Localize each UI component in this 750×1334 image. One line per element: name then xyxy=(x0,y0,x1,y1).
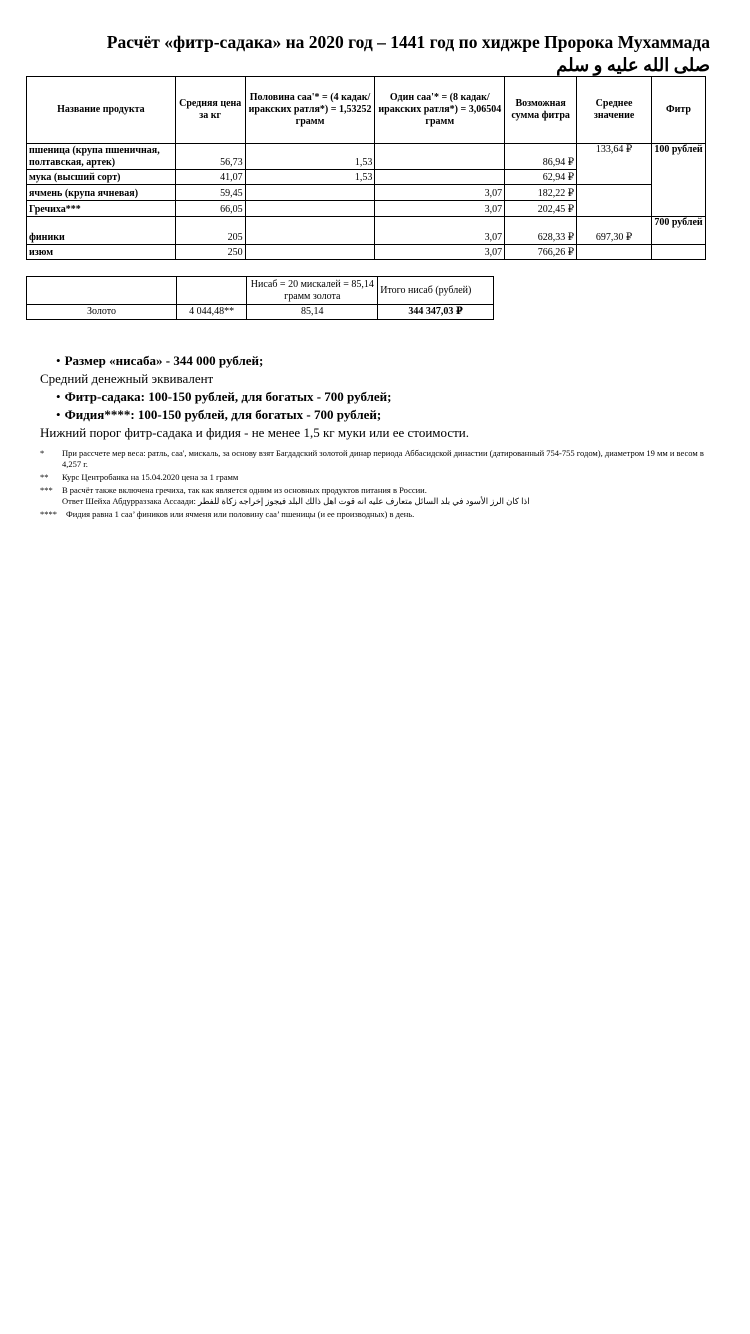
fitr-amount: Фитр-садака: 100-150 рублей, для богатых - 700 рублей; xyxy=(64,389,392,404)
page-title: Расчёт «фитр-садака» на 2020 год – 1441 год по хиджре Пророка Мухаммада xyxy=(106,32,710,52)
cell-price: 41,07 xyxy=(175,170,245,185)
footnote-arabic-text: اذا كان الرز الأسود في بلد السائل متعارف عليه انه قوت اهل ذالك البلد فيجوز إخراجه زكاة للفطر xyxy=(198,496,530,506)
footnote-text: При рассчете мер веса: ратль, саа', мискаль, за основу взят Багдадский золотой динар периода Аббасидской династии (датированный 754-755 годом), диаметром 19 мм и весом в 4,257 г. xyxy=(62,448,704,469)
table-row xyxy=(27,144,706,170)
list-item xyxy=(40,352,469,370)
cell-sum: 62,94 ₽ xyxy=(505,170,577,185)
fidia-amount: Фидия****: 100-150 рублей, для богатых - 700 рублей; xyxy=(64,407,382,422)
cell-gold: Золото xyxy=(27,305,177,320)
nisab-table xyxy=(26,276,494,320)
bullet-icon: • xyxy=(56,407,61,422)
cell-average-2: 697,30 ₽ xyxy=(577,217,652,245)
cell-product: пшеница (крупа пшеничная, полтавская, артек) xyxy=(27,144,176,170)
list-item xyxy=(40,406,469,424)
cell-total-nisab: 344 347,03 ₽ xyxy=(378,305,494,320)
list-note: Нижний порог фитр-садака и фидия - не менее 1,5 кг муки или ее стоимости. xyxy=(40,425,469,440)
cell-price: 250 xyxy=(175,245,245,260)
cell-one: 3,07 xyxy=(375,217,505,245)
cell-fitr-1: 100 рублей xyxy=(652,144,706,217)
footnote-text-line: Ответ Шейха Абдурраззака Ассаади: xyxy=(62,496,196,506)
table-row xyxy=(27,305,494,320)
cell-fitr-2: 700 рублей xyxy=(652,217,706,245)
cell-product: финики xyxy=(27,217,176,245)
list-note: Средний денежный эквивалент xyxy=(40,371,214,386)
cell-product: ячмень (крупа ячневая) xyxy=(27,185,176,201)
header-possible-sum: Возможная сумма фитра xyxy=(505,77,577,144)
cell-price: 56,73 xyxy=(175,144,245,170)
cell-sum: 202,45 ₽ xyxy=(505,201,577,217)
cell-empty xyxy=(577,185,652,217)
cell-sum: 86,94 ₽ xyxy=(505,144,577,170)
cell-price: 66,05 xyxy=(175,201,245,217)
cell-average-1: 133,64 ₽ xyxy=(577,144,652,185)
cell-sum: 182,22 ₽ xyxy=(505,185,577,201)
cell-gold-price: 4 044,48** xyxy=(176,305,246,320)
summary-list xyxy=(40,352,469,442)
footnote-text: Фидия равна 1 саа’ фиников или ячменя или половину саа’ пшеницы (и ее производных) в день. xyxy=(66,509,415,519)
header-total-nisab: Итого нисаб (рублей) xyxy=(378,277,494,305)
footnote xyxy=(40,509,720,520)
header-avg-price: Средняя цена за кг xyxy=(175,77,245,144)
cell-price: 205 xyxy=(175,217,245,245)
nisab-size: Размер «нисаба» - 344 000 рублей; xyxy=(64,353,264,368)
cell-half: 1,53 xyxy=(245,144,375,170)
footnotes xyxy=(40,448,720,522)
cell-sum: 628,33 ₽ xyxy=(505,217,577,245)
footnote-text-line: В расчёт также включена гречиха, так как является одним из основных продуктов питания в России. xyxy=(62,485,427,495)
cell-empty xyxy=(652,245,706,260)
table-row xyxy=(27,185,706,201)
cell-one xyxy=(375,170,505,185)
cell-one: 3,07 xyxy=(375,201,505,217)
cell-one: 3,07 xyxy=(375,185,505,201)
cell-one: 3,07 xyxy=(375,245,505,260)
table-row xyxy=(27,217,706,245)
cell-sum: 766,26 ₽ xyxy=(505,245,577,260)
footnote-mark: * xyxy=(40,448,45,458)
cell-empty xyxy=(27,277,177,305)
cell-half xyxy=(245,217,375,245)
cell-one xyxy=(375,144,505,170)
page-subtitle-arabic: صلى الله عليه و سلم xyxy=(556,55,710,75)
cell-half xyxy=(245,201,375,217)
footnote-text xyxy=(62,485,720,507)
cell-gold-grams: 85,14 xyxy=(247,305,378,320)
header-average: Среднее значение xyxy=(577,77,652,144)
cell-price: 59,45 xyxy=(175,185,245,201)
footnote xyxy=(40,448,720,470)
cell-half xyxy=(245,245,375,260)
cell-empty xyxy=(577,245,652,260)
header-half-saa: Половина саа'* = (4 кадак/иракских ратля*) = 1,53252 грамм xyxy=(245,77,375,144)
header-fitr: Фитр xyxy=(652,77,706,144)
footnote xyxy=(40,485,720,507)
cell-product: Гречиха*** xyxy=(27,201,176,217)
footnote-text: Курс Центробанка на 15.04.2020 цена за 1 грамм xyxy=(62,472,239,482)
cell-product: мука (высший сорт) xyxy=(27,170,176,185)
cell-product: изюм xyxy=(27,245,176,260)
cell-empty xyxy=(176,277,246,305)
header-one-saa: Один саа'* = (8 кадак/ иракских ратля*) = 3,06504 грамм xyxy=(375,77,505,144)
bullet-icon: • xyxy=(56,353,61,368)
footnote xyxy=(40,472,720,483)
cell-half xyxy=(245,185,375,201)
footnote-mark: *** xyxy=(40,485,53,495)
footnote-mark: **** xyxy=(40,509,57,519)
bullet-icon: • xyxy=(56,389,61,404)
table-row xyxy=(27,245,706,260)
footnote-mark: ** xyxy=(40,472,49,482)
header-product: Название продукта xyxy=(27,77,176,144)
header-nisab: Нисаб = 20 мискалей = 85,14 грамм золота xyxy=(247,277,378,305)
cell-half: 1,53 xyxy=(245,170,375,185)
list-item xyxy=(40,388,469,406)
fitr-calculation-table xyxy=(26,76,706,260)
